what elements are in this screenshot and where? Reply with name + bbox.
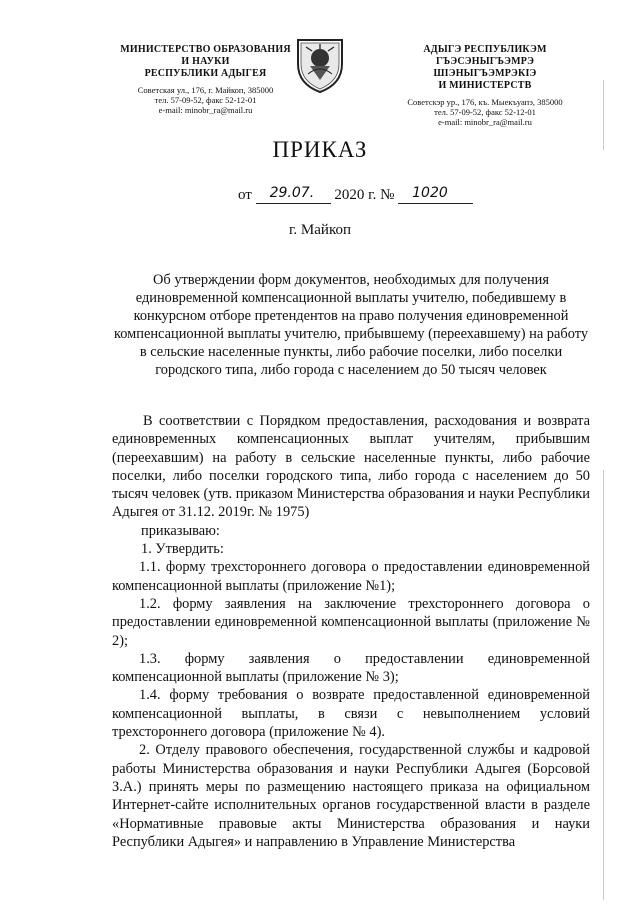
ministry-name-adyghe-line2: ГЪЭСЭНЫГЪЭМРЭ ШІЭНЫГЪЭМРЭКІЭ [433,56,537,79]
coat-of-arms-emblem-icon [292,34,348,96]
body-preamble: В соответствии с Порядком предоставления, расходования и возврата единовременных компенсационных выплат учителям, прибывшим (переехавшим) на работу в сельские населенные пункты, либо рабочие поселки, либо поселки городского типа, либо города с населением до 50 тысяч человек (утв. приказом Министерства образования и науки Республики Адыгея от 31.12. 2019г. № 1975) [112,413,591,521]
document-title: ПРИКАЗ [272,137,368,162]
ministry-address-adyghe: Советскэр ур., 176, къ. Мыекъуапэ, 385000 [407,97,563,107]
order-number-field [398,185,473,204]
ministry-email: e-mail: minobr_ra@mail.ru [158,105,253,115]
ministry-name-line2: И НАУКИ [181,56,230,67]
ministry-name-line1: МИНИСТЕРСТВО ОБРАЗОВАНИЯ [120,44,291,55]
ministry-email-adyghe: e-mail: minobr_ra@mail.ru [438,117,532,127]
body-item-1-1: 1.1. форму трехстороннего договора о предоставлении единовременной компенсационной выплаты (приложение №1); [112,559,590,594]
order-prefix: от [238,187,252,203]
body-item-1-2: 1.2. форму заявления на заключение трехстороннего договора о предоставлении единовременной компенсационной выплаты (приложение № 2); [112,595,590,649]
ministry-name-line3: РЕСПУБЛИКИ АДЫГЕЯ [144,68,267,79]
ministry-name-adyghe-line1: АДЫГЭ РЕСПУБЛИКЭМ [423,44,547,55]
header-right-block [385,44,585,127]
body-item-1-4: 1.4. форму требования о возврате предоставленной единовременной компенсационной выплаты, в связи с невыполнением условий трехстороннего договора (приложение № 4). [112,687,590,741]
order-number-handwritten: 1020 [412,185,448,201]
document-subject: Об утверждении форм документов, необходимых для получения единовременной компенсационной выплаты учителю, победившему в конкурсном отборе претендентов на право получения единовременной компенсационной выплаты учителю, прибывшему (переехавшему) на работу в сельские населенные пункты, либо рабочие поселки, либо поселки городского типа, либо города с населением до 50 тысяч человек [113,272,589,378]
body-order-word: приказываю: [141,522,220,539]
ministry-address: Советская ул., 176, г. Майкоп, 385000 [137,85,274,95]
ministry-name-adyghe-line3: И МИНИСТЕРСТВ [438,80,532,91]
order-date-number-line [238,187,473,204]
body-item-1: 1. Утвердить: [141,541,224,558]
ministry-phone-adyghe: тел. 57-09-52, факс 52-12-01 [434,107,536,117]
order-date-handwritten: 29.07. [269,185,315,201]
order-year: 2020 г. № [334,187,395,203]
document-city: г. Майкоп [288,222,352,238]
body-item-2: 2. Отделу правового обеспечения, государственной службы и кадровой работы Министерства образования и науки Республики Адыгея (Борсовой З.А.) принять меры по размещению настоящего приказа на официальном Интернет-сайте исполнительных органов государственной власти в разделе «Нормативные правовые акты Министерства образования и науки Республики Адыгея» и направлению в Управление Министерства [112,742,590,850]
ministry-phone: тел. 57-09-52, факс 52-12-01 [154,95,257,105]
document-body [112,412,590,851]
body-item-1-3: 1.3. форму заявления о предоставлении единовременной компенсационной выплаты (приложение № 3); [112,650,590,686]
header-left-block [113,44,298,115]
order-date-field [256,185,331,204]
scan-artifact-line [603,470,604,900]
